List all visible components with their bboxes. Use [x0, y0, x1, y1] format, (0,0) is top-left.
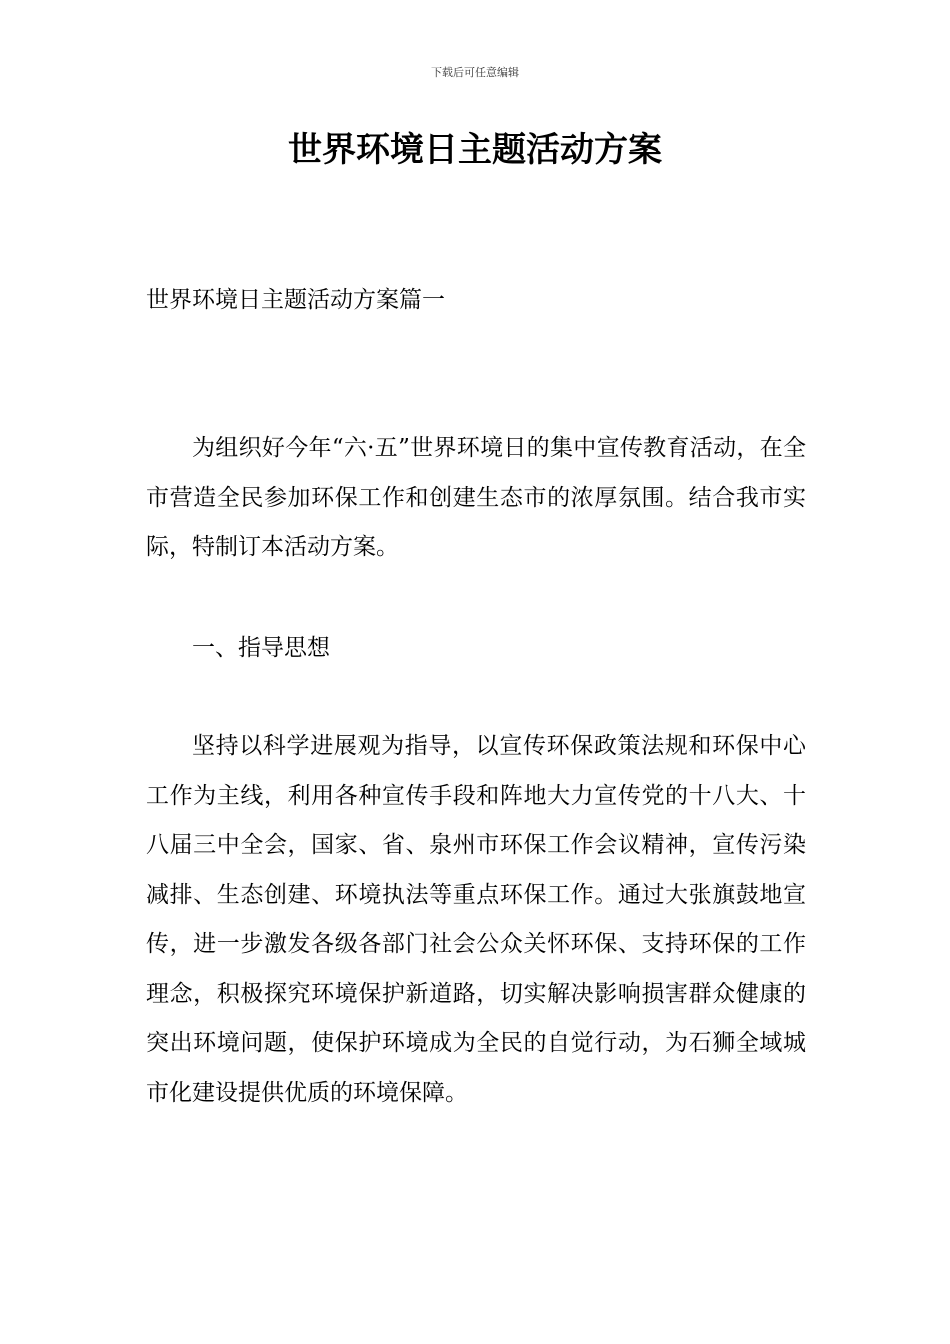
- guiding-ideology-paragraph: 坚持以科学进展观为指导，以宣传环保政策法规和环保中心工作为主线，利用各种宣传手段和阵地大力宣传党的十八大、十八届三中全会，国家、省、泉州市环保工作会议精神，宣传污染减排、生态创建、环境执法等重点环保工作。通过大张旗鼓地宣传，进一步激发各级各部门社会公众关怀环保、支持环保的工作理念，积极探究环境保护新道路，切实解决影响损害群众健康的突出环境问题，使保护环境成为全民的自觉行动，为石狮全域城市化建设提供优质的环境保障。: [146, 733, 806, 1106]
- section-title: 世界环境日主题活动方案篇一: [146, 287, 445, 313]
- header-note: 下载后可任意编辑: [431, 66, 519, 79]
- heading-guiding-ideology: 一、指导思想: [192, 635, 330, 661]
- document-title: 世界环境日主题活动方案: [288, 130, 662, 170]
- intro-paragraph: 为组织好今年“六·五”世界环境日的集中宣传教育活动，在全市营造全民参加环保工作和创建生态市的浓厚氛围。结合我市实际，特制订本活动方案。: [146, 435, 806, 560]
